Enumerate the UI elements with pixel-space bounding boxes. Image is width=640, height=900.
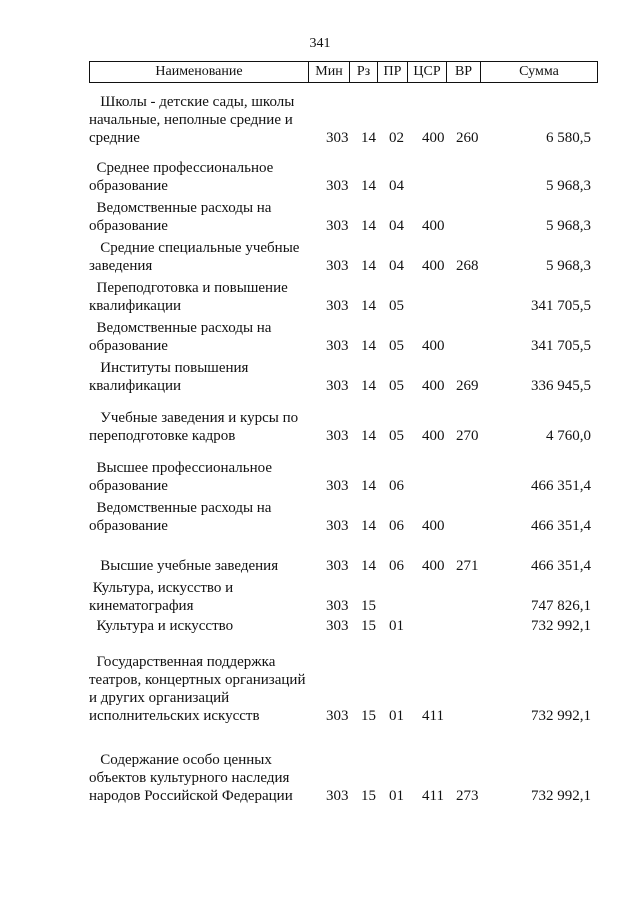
row-sum: 341 705,5: [531, 298, 591, 314]
row-min: 303: [326, 478, 349, 494]
row-pr: 01: [389, 708, 404, 724]
row-pr: 05: [389, 338, 404, 354]
row-csr: 400: [422, 378, 445, 394]
row-name: Культура, искусство и кинематография: [89, 580, 234, 614]
row-min: 303: [326, 788, 349, 804]
row-min: 303: [326, 130, 349, 146]
row-csr: 400: [422, 558, 445, 574]
row-name: Культура и искусство: [89, 618, 234, 634]
row-name: Государственная поддержка театров, концертных организаций и других организаций исполнительских искусств: [89, 654, 306, 724]
row-min: 303: [326, 558, 349, 574]
header-pr: ПР: [377, 62, 407, 82]
row-csr: 411: [422, 788, 444, 804]
row-name: Школы - детские сады, школы начальные, неполные средние и средние: [89, 94, 295, 146]
header-rz: Рз: [349, 62, 377, 82]
row-pr: 04: [389, 218, 404, 234]
row-rz: 14: [361, 218, 376, 234]
row-pr: 05: [389, 378, 404, 394]
row-min: 303: [326, 708, 349, 724]
header-vr: ВР: [446, 62, 480, 82]
table-row: [0, 499, 640, 535]
header-csr: ЦСР: [407, 62, 446, 82]
table-row: [0, 239, 640, 275]
row-pr: 05: [389, 428, 404, 444]
row-rz: 14: [361, 298, 376, 314]
row-rz: 14: [361, 558, 376, 574]
row-sum: 747 826,1: [531, 598, 591, 614]
row-sum: 466 351,4: [531, 518, 591, 534]
row-name: Высшее профессиональное образование: [89, 460, 272, 494]
row-rz: 15: [361, 618, 376, 634]
table-row: [0, 653, 640, 725]
row-vr: 260: [456, 130, 479, 146]
row-pr: 05: [389, 298, 404, 314]
row-min: 303: [326, 178, 349, 194]
row-rz: 15: [361, 708, 376, 724]
row-min: 303: [326, 428, 349, 444]
row-csr: 400: [422, 130, 445, 146]
row-name: Ведомственные расходы на образование: [89, 320, 272, 354]
row-sum: 336 945,5: [531, 378, 591, 394]
row-rz: 14: [361, 130, 376, 146]
row-vr: 273: [456, 788, 479, 804]
row-rz: 14: [361, 178, 376, 194]
row-vr: 271: [456, 558, 479, 574]
row-vr: 270: [456, 428, 479, 444]
row-sum: 5 968,3: [546, 178, 591, 194]
row-name: Ведомственные расходы на образование: [89, 500, 272, 534]
row-min: 303: [326, 258, 349, 274]
row-sum: 732 992,1: [531, 618, 591, 634]
row-rz: 14: [361, 428, 376, 444]
row-name: Учебные заведения и курсы по переподготовке кадров: [89, 410, 299, 444]
table-row: [0, 751, 640, 805]
row-vr: 269: [456, 378, 479, 394]
row-csr: 400: [422, 338, 445, 354]
row-sum: 466 351,4: [531, 558, 591, 574]
row-sum: 341 705,5: [531, 338, 591, 354]
row-pr: 06: [389, 518, 404, 534]
page-number: 341: [309, 36, 331, 51]
row-pr: 02: [389, 130, 404, 146]
table-row: [0, 279, 640, 315]
row-min: 303: [326, 518, 349, 534]
row-pr: 04: [389, 258, 404, 274]
row-csr: 400: [422, 518, 445, 534]
row-rz: 14: [361, 258, 376, 274]
row-rz: 14: [361, 338, 376, 354]
row-sum: 732 992,1: [531, 788, 591, 804]
row-csr: 400: [422, 258, 445, 274]
row-rz: 14: [361, 378, 376, 394]
table-row: [0, 159, 640, 195]
row-pr: 04: [389, 178, 404, 194]
row-sum: 5 968,3: [546, 258, 591, 274]
header-sum: Сумма: [480, 62, 597, 82]
row-min: 303: [326, 598, 349, 614]
row-min: 303: [326, 338, 349, 354]
header-min: Мин: [308, 62, 349, 82]
row-pr: 06: [389, 478, 404, 494]
row-rz: 15: [361, 598, 376, 614]
row-vr: 268: [456, 258, 479, 274]
row-rz: 14: [361, 478, 376, 494]
row-min: 303: [326, 218, 349, 234]
row-sum: 4 760,0: [546, 428, 591, 444]
row-sum: 732 992,1: [531, 708, 591, 724]
row-name: Высшие учебные заведения: [89, 558, 279, 574]
row-pr: 01: [389, 788, 404, 804]
table-row: [0, 459, 640, 495]
row-name: Средние специальные учебные заведения: [89, 240, 300, 274]
row-name: Переподготовка и повышение квалификации: [89, 280, 288, 314]
table-row: [0, 359, 640, 395]
header-name: Наименование: [155, 64, 243, 79]
table-row: [0, 409, 640, 445]
table-row: [0, 617, 640, 635]
row-csr: 411: [422, 708, 444, 724]
row-sum: 6 580,5: [546, 130, 591, 146]
row-min: 303: [326, 378, 349, 394]
row-rz: 14: [361, 518, 376, 534]
row-min: 303: [326, 618, 349, 634]
row-name: Институты повышения квалификации: [89, 360, 249, 394]
table-row: [0, 93, 640, 147]
table-header: [89, 61, 598, 83]
row-pr: 06: [389, 558, 404, 574]
table-row: [0, 557, 640, 575]
table-row: [0, 199, 640, 235]
row-name: Среднее профессиональное образование: [89, 160, 274, 194]
row-sum: 5 968,3: [546, 218, 591, 234]
row-name: Содержание особо ценных объектов культурного наследия народов Российской Федерации: [89, 752, 293, 804]
row-sum: 466 351,4: [531, 478, 591, 494]
row-csr: 400: [422, 218, 445, 234]
row-name: Ведомственные расходы на образование: [89, 200, 272, 234]
row-rz: 15: [361, 788, 376, 804]
row-pr: 01: [389, 618, 404, 634]
row-min: 303: [326, 298, 349, 314]
table-row: [0, 579, 640, 615]
row-csr: 400: [422, 428, 445, 444]
table-row: [0, 319, 640, 355]
